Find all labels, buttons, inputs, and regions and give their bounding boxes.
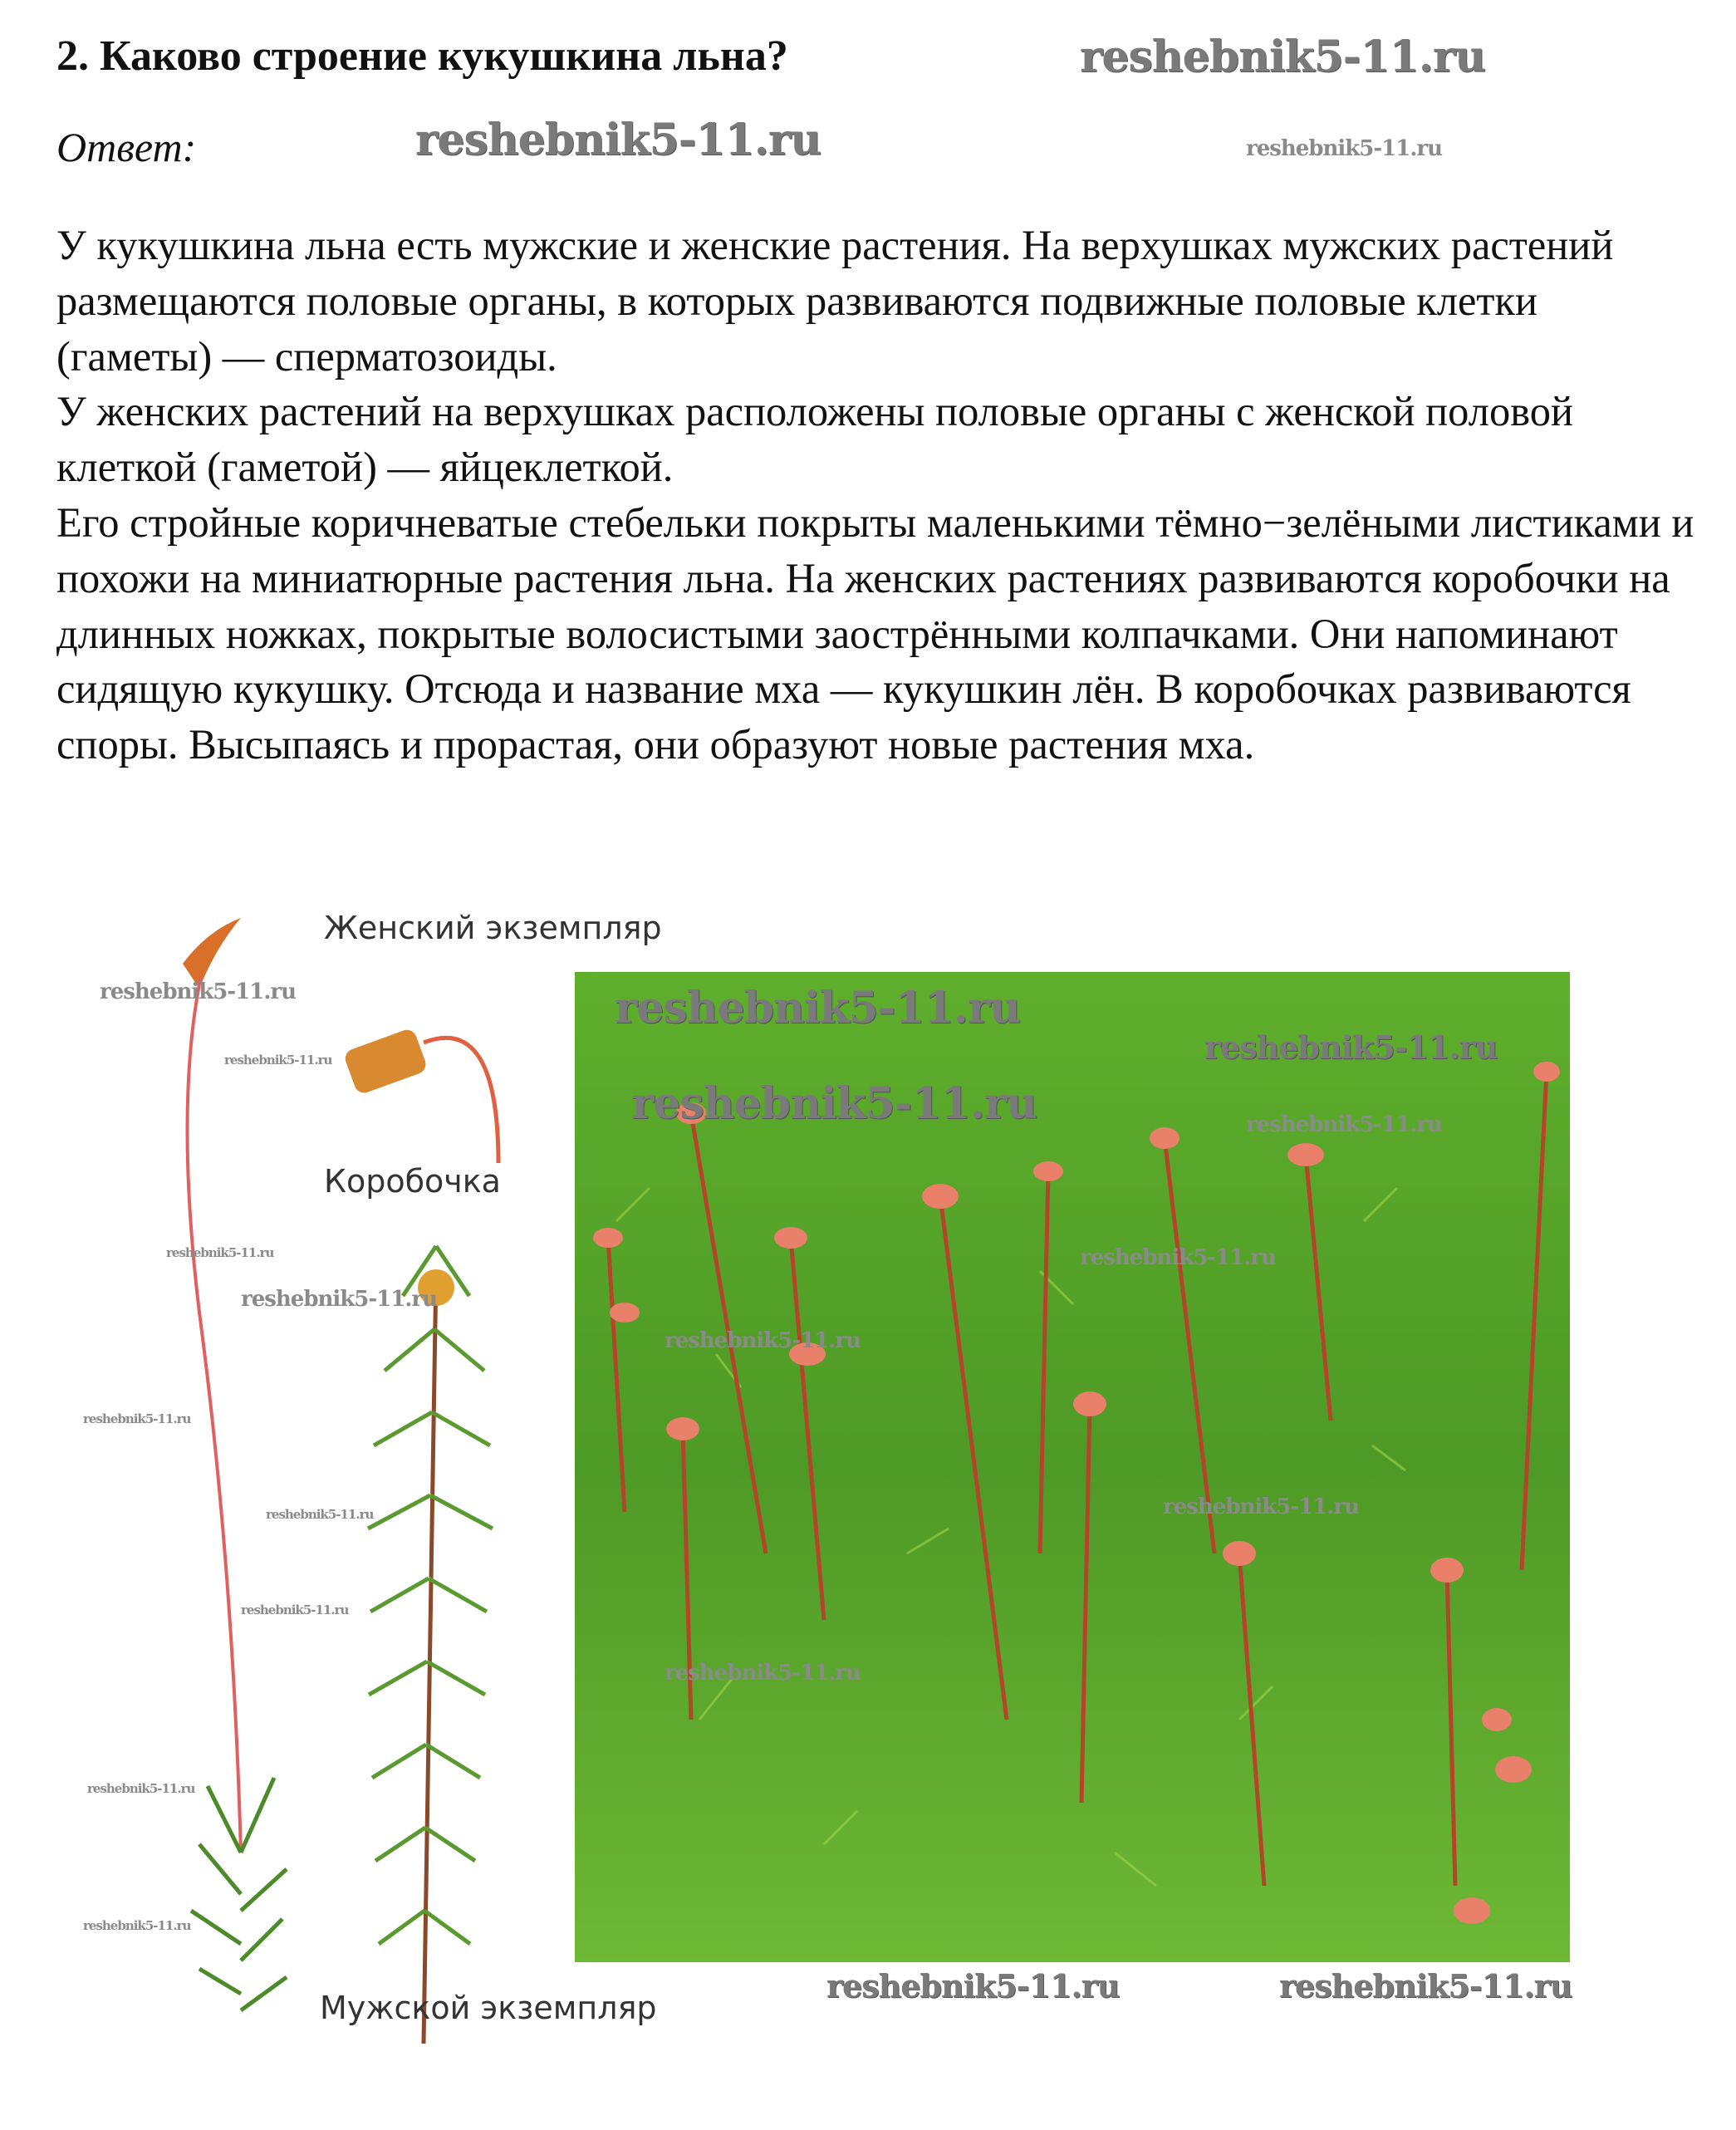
question-title: 2. Каково строение кукушкина льна? <box>56 32 788 80</box>
watermark: reshebnik5-11.ru <box>1204 1028 1498 1066</box>
watermark: reshebnik5-11.ru <box>166 1245 274 1260</box>
watermark: reshebnik5-11.ru <box>241 1602 349 1617</box>
watermark: reshebnik5-11.ru <box>615 983 1021 1033</box>
label-capsule: Коробочка <box>324 1163 501 1200</box>
paragraph: У кукушкина льна есть мужские и женские растения. На верхушках мужских растений размещаются половые органы, в которых развиваются подвижные половые клетки (гаметы) — сперматозоиды. <box>56 222 1614 380</box>
watermark: reshebnik5-11.ru <box>241 1287 438 1312</box>
watermark: reshebnik5-11.ru <box>1080 1245 1277 1270</box>
moss-illustration <box>150 897 581 2044</box>
watermark: reshebnik5-11.ru <box>83 1411 191 1426</box>
watermark: reshebnik5-11.ru <box>224 1053 332 1067</box>
watermark: reshebnik5-11.ru <box>1279 1967 1572 2005</box>
label-male-specimen: Мужской экземпляр <box>320 1990 657 2026</box>
watermark: reshebnik5-11.ru <box>415 115 821 165</box>
answer-body <box>56 218 1701 773</box>
label-female-specimen: Женский экземпляр <box>324 910 662 946</box>
watermark: reshebnik5-11.ru <box>826 1967 1120 2005</box>
watermark: reshebnik5-11.ru <box>1080 32 1486 82</box>
watermark: reshebnik5-11.ru <box>266 1507 374 1522</box>
paragraph: У женских растений на верхушках расположены половые органы с женской половой клеткой (гаметой) — яйцеклеткой. <box>56 388 1573 491</box>
male-plant <box>368 1246 493 2044</box>
watermark: reshebnik5-11.ru <box>631 1078 1037 1129</box>
watermark: reshebnik5-11.ru <box>1246 1112 1443 1137</box>
watermark: reshebnik5-11.ru <box>1246 136 1443 161</box>
watermark: reshebnik5-11.ru <box>1163 1494 1360 1519</box>
capsule-detail <box>342 1027 498 1163</box>
watermark: reshebnik5-11.ru <box>87 1781 195 1796</box>
paragraph: Его стройные коричневатые стебельки покрыты маленькими тёмно−зелёными листиками и похожи на миниатюрные растения льна. На женских растениях развиваются коробочки на длинных ножках, покрытые волосистыми заострёнными колпачками. Они напоминают сидящую кукушку. Отсюда и название мха — кукушкин лён. В коробочках развиваются споры. Высыпаясь и прорастая, они образуют новые растения мха. <box>56 498 1694 768</box>
answer-label: Ответ: <box>56 124 197 170</box>
watermark: reshebnik5-11.ru <box>83 1918 191 1933</box>
watermark: reshebnik5-11.ru <box>664 1661 861 1686</box>
female-plant <box>183 918 287 2010</box>
watermark: reshebnik5-11.ru <box>100 979 297 1004</box>
watermark: reshebnik5-11.ru <box>664 1328 861 1353</box>
